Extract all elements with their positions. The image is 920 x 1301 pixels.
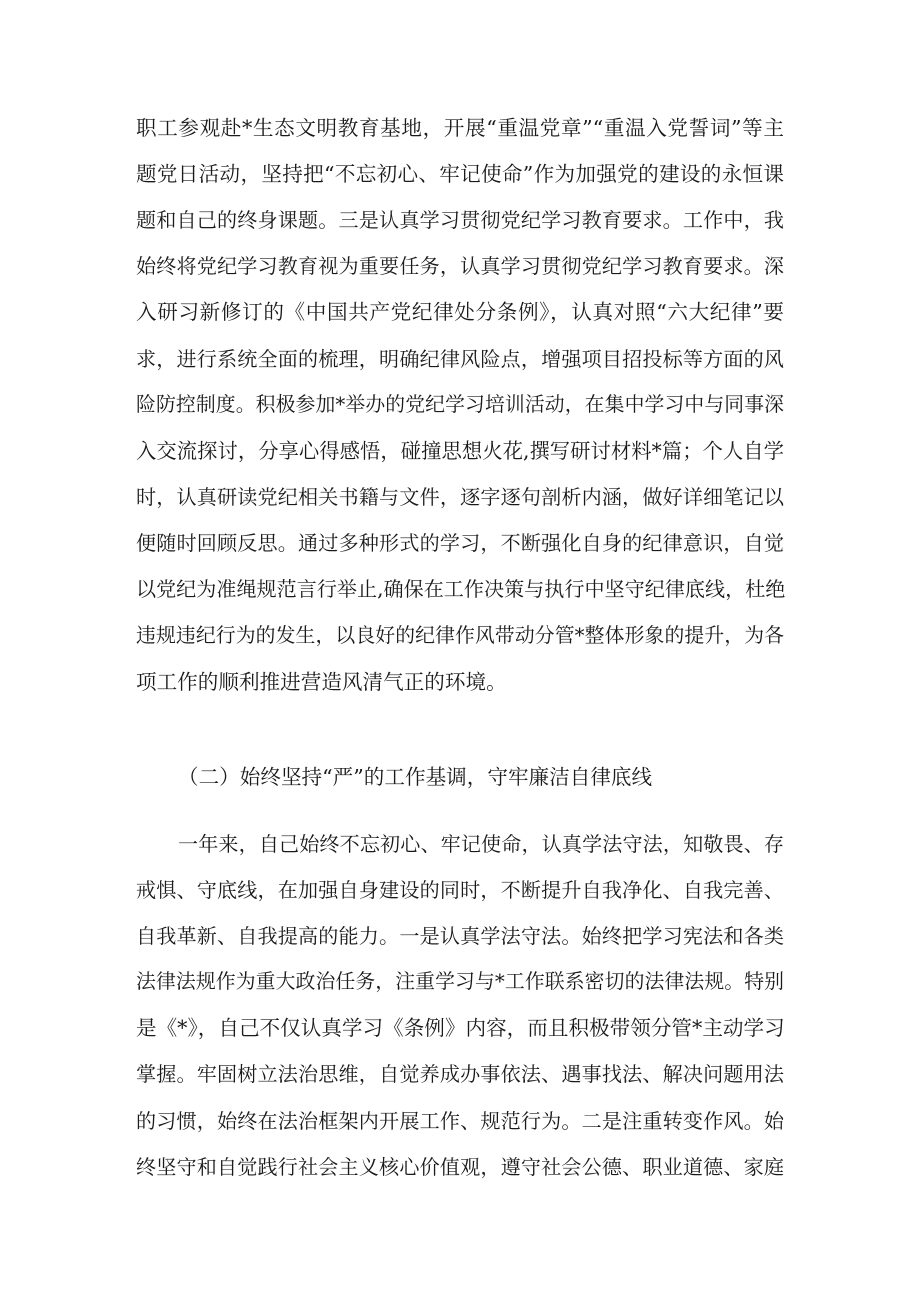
paragraph-1-line-2: 题党日活动，坚持把“不忘初心、牢记使命”作为加强党的建设的永恒课 [136,162,784,186]
paragraph-1-line-10: 便随时回顾反思。通过多种形式的学习，不断强化自身的纪律意识，自觉 [136,531,784,555]
paragraph-2-line-7: 的习惯，始终在法治框架内开展工作、规范行为。二是注重转变作风。始 [136,1109,784,1133]
paragraph-1-line-5: 入研习新修订的《中国共产党纪律处分条例》，认真对照“六大纪律”要 [136,300,784,324]
paragraph-1-line-7: 险防控制度。积极参加*举办的党纪学习培训活动，在集中学习中与同事深 [136,393,784,416]
paragraph-2-line-8: 终坚守和自觉践行社会主义核心价值观，遵守社会公德、职业道德、家庭 [136,1155,784,1179]
paragraph-1-line-6: 求，进行系统全面的梳理，明确纪律风险点，增强项目招投标等方面的风 [136,347,784,371]
paragraph-1-line-11: 以党纪为准绳规范言行举止,确保在工作决策与执行中坚守纪律底线，杜绝 [136,577,786,601]
paragraph-1-line-4: 始终将党纪学习教育视为重要任务，认真学习贯彻党纪学习教育要求。深 [136,254,784,278]
paragraph-2-line-1: 一年来，自己始终不忘初心、牢记使命，认真学法守法，知敬畏、存 [178,832,784,856]
paragraph-1-line-8: 入交流探讨，分享心得感悟，碰撞思想火花,撰写研讨材料*篇；个人自学 [136,439,784,463]
paragraph-2-line-6: 掌握。牢固树立法治思维，自觉养成办事依法、遇事找法、解决问题用法 [136,1062,784,1086]
paragraph-1-line-13: 项工作的顺利推进营造风清气正的环境。 [136,670,507,694]
section-heading: （二）始终坚持“严”的工作基调，守牢廉洁自律底线 [178,765,653,789]
paragraph-1-line-1: 职工参观赴*生态文明教育基地，开展“重温党章”“重温入党誓词”等主 [136,116,784,140]
paragraph-1-line-3: 题和自己的终身课题。三是认真学习贯彻党纪学习教育要求。工作中，我 [136,208,784,232]
paragraph-2-line-4: 法律法规作为重大政治任务，注重学习与*工作联系密切的法律法规。特别 [136,970,784,993]
paragraph-1-line-9: 时，认真研读党纪相关书籍与文件，逐字逐句剖析内涵，做好详细笔记以 [136,485,784,509]
paragraph-2-line-2: 戒惧、守底线，在加强自身建设的同时，不断提升自我净化、自我完善、 [136,878,784,902]
paragraph-1-line-12: 违规违纪行为的发生，以良好的纪律作风带动分管*整体形象的提升，为各 [136,624,784,647]
paragraph-2-line-3: 自我革新、自我提高的能力。一是认真学法守法。始终把学习宪法和各类 [136,924,784,948]
paragraph-2-line-5: 是《*》，自己不仅认真学习《条例》内容，而且积极带领分管*主动学习 [136,1016,785,1040]
